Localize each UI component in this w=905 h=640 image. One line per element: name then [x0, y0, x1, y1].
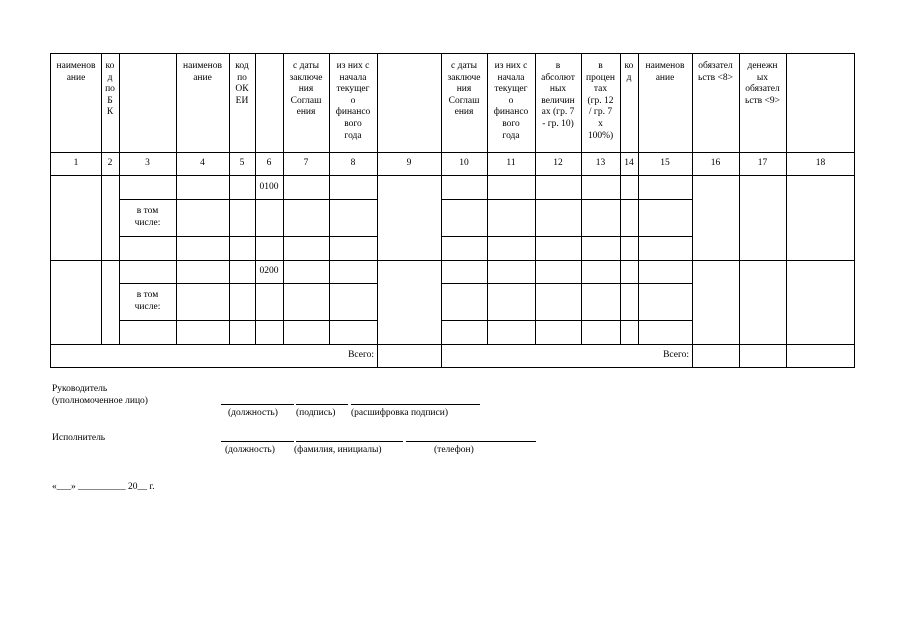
- column-number-3: 3: [145, 158, 150, 168]
- header-col11: из них с начала текущег о финансо вого года: [493, 61, 529, 141]
- header-col4: наименов ание: [183, 61, 222, 83]
- header-col12: в абсолют ных величин ах (гр. 7 - гр. 10): [541, 61, 575, 129]
- header-col16: обязател ьств <8>: [697, 61, 734, 83]
- total-label: Всего:: [663, 350, 689, 360]
- head-decode-line: [351, 404, 480, 405]
- head-label: Руководитель (уполномоченное лицо): [52, 384, 148, 406]
- column-number-8: 8: [350, 158, 356, 168]
- column-number-1: 1: [73, 158, 79, 168]
- executor-phone-line: [406, 441, 536, 442]
- in-that-number-label: в том числе:: [134, 290, 161, 312]
- head-position-line: [221, 404, 294, 405]
- head-position-caption: (должность): [228, 408, 278, 418]
- header-col10: с даты заключе ния Соглаш ения: [447, 61, 481, 118]
- header-col1: наименов ание: [56, 61, 96, 83]
- executor-name-caption: (фамилия, инициалы): [294, 445, 382, 455]
- head-signature-caption: (подпись): [296, 408, 336, 418]
- head-signature-line: [296, 404, 348, 405]
- column-number-14: 14: [624, 158, 634, 168]
- column-number-13: 13: [595, 158, 606, 168]
- column-number-18: 18: [815, 158, 826, 168]
- executor-label: Исполнитель: [52, 433, 106, 443]
- column-number-7: 7: [303, 158, 309, 168]
- column-number-2: 2: [107, 158, 113, 168]
- header-col13: в процен тах (гр. 12 / гр. 7 х 100%): [586, 61, 615, 141]
- header-col7: с даты заключе ния Соглаш ения: [289, 61, 323, 118]
- row-code-0100: 0100: [259, 182, 279, 192]
- executor-position-caption: (должность): [225, 445, 275, 455]
- column-number-11: 11: [506, 158, 516, 168]
- header-col5: код по ОК ЕИ: [235, 61, 249, 106]
- executor-phone-caption: (телефон): [434, 445, 474, 455]
- head-decode-caption: (расшифровка подписи): [351, 408, 448, 418]
- header-col17: денежн ых обязател ьств <9>: [744, 61, 781, 106]
- column-number-15: 15: [660, 158, 670, 168]
- column-number-5: 5: [239, 158, 245, 168]
- column-number-9: 9: [406, 158, 412, 168]
- header-col14: ко д: [624, 61, 634, 83]
- row-code-0200: 0200: [259, 266, 279, 276]
- executor-name-line: [296, 441, 403, 442]
- column-number-12: 12: [553, 158, 563, 168]
- column-number-16: 16: [710, 158, 721, 168]
- column-number-17: 17: [757, 158, 768, 168]
- total-label: Всего:: [348, 350, 374, 360]
- in-that-number-label: в том числе:: [134, 206, 161, 228]
- header-col15: наименов ание: [645, 61, 685, 83]
- date-line: «___» __________ 20__ г.: [52, 482, 155, 492]
- header-col2: ко д по Б К: [105, 61, 115, 118]
- column-number-4: 4: [200, 158, 205, 168]
- header-col8: из них с начала текущег о финансо вого года: [335, 61, 371, 141]
- column-number-6: 6: [266, 158, 272, 168]
- column-number-10: 10: [459, 158, 469, 168]
- executor-position-line: [221, 441, 294, 442]
